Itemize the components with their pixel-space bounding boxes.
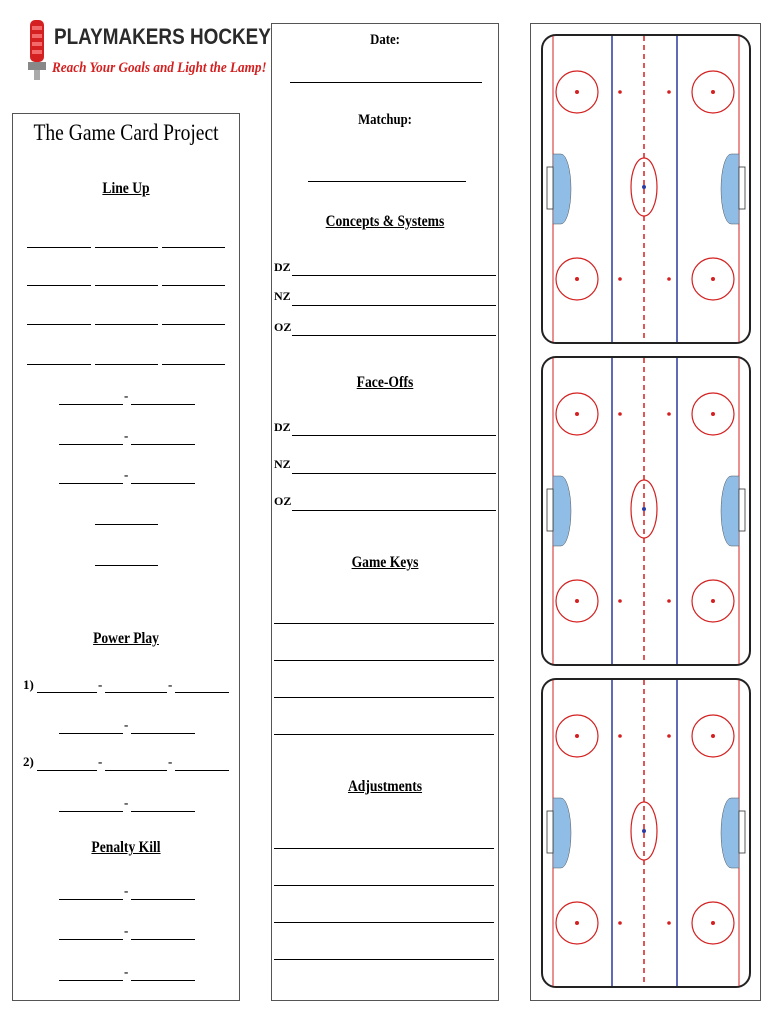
faceoff-dot xyxy=(711,277,715,281)
defense-pair-blank[interactable] xyxy=(59,444,123,445)
goal-net xyxy=(547,489,553,531)
goal-crease xyxy=(553,154,571,224)
power-play-heading: Power Play xyxy=(93,630,159,647)
defense-pair-blank[interactable] xyxy=(131,404,195,405)
faceoffs-nz-field[interactable] xyxy=(292,473,496,474)
rink-diagram-1[interactable] xyxy=(541,34,751,344)
faceoff-dot xyxy=(575,921,579,925)
dash: - xyxy=(124,964,129,979)
lineup-blank[interactable] xyxy=(27,324,91,325)
faceoff-dot xyxy=(575,734,579,738)
dash: - xyxy=(124,428,129,443)
defense-pair-blank[interactable] xyxy=(59,404,123,405)
faceoff-dot xyxy=(711,412,715,416)
goal-net xyxy=(547,811,553,853)
adjustments-heading: Adjustments xyxy=(347,778,423,795)
neutral-zone-dot xyxy=(618,412,622,416)
adjustments-line[interactable] xyxy=(274,922,494,923)
dash: - xyxy=(124,717,129,732)
dash: - xyxy=(168,677,173,692)
goal-net xyxy=(739,811,745,853)
neutral-zone-dot xyxy=(667,599,671,603)
defense-pair-blank[interactable] xyxy=(131,444,195,445)
goalie-blank[interactable] xyxy=(95,565,158,566)
lineup-blank[interactable] xyxy=(95,285,158,286)
pp-unit-2-label: 2) xyxy=(23,754,34,769)
pp-blank[interactable] xyxy=(59,811,123,812)
center-dot xyxy=(642,185,646,189)
faceoff-dot xyxy=(711,599,715,603)
goal-net xyxy=(739,489,745,531)
neutral-zone-dot xyxy=(667,277,671,281)
pp-blank[interactable] xyxy=(59,733,123,734)
pk-blank[interactable] xyxy=(59,899,123,900)
pp-blank[interactable] xyxy=(175,692,229,693)
faceoff-dot xyxy=(711,734,715,738)
faceoffs-heading: Face-Offs xyxy=(356,374,414,391)
game-keys-heading: Game Keys xyxy=(351,554,419,571)
center-dot xyxy=(642,829,646,833)
rink-diagram-2[interactable] xyxy=(541,356,751,666)
matchup-label: Matchup: xyxy=(358,112,412,128)
neutral-zone-dot xyxy=(618,921,622,925)
goalie-blank[interactable] xyxy=(95,524,158,525)
lineup-blank[interactable] xyxy=(162,247,225,248)
concepts-nz-field[interactable] xyxy=(292,305,496,306)
concepts-dz-field[interactable] xyxy=(292,275,496,276)
faceoff-dot xyxy=(711,90,715,94)
date-field[interactable] xyxy=(290,82,482,83)
lineup-blank[interactable] xyxy=(27,247,91,248)
zone-label-oz: OZ xyxy=(274,320,292,334)
goal-crease xyxy=(721,476,739,546)
lineup-blank[interactable] xyxy=(162,324,225,325)
neutral-zone-dot xyxy=(667,921,671,925)
pk-blank[interactable] xyxy=(131,980,195,981)
adjustments-line[interactable] xyxy=(274,959,494,960)
game-keys-line[interactable] xyxy=(274,623,494,624)
faceoff-dot xyxy=(575,90,579,94)
neutral-zone-dot xyxy=(667,90,671,94)
lineup-blank[interactable] xyxy=(162,285,225,286)
pp-blank[interactable] xyxy=(131,733,195,734)
concepts-heading: Concepts & Systems xyxy=(325,213,445,230)
date-label: Date: xyxy=(370,32,400,48)
lineup-blank[interactable] xyxy=(27,285,91,286)
concepts-oz-field[interactable] xyxy=(292,335,496,336)
neutral-zone-dot xyxy=(618,599,622,603)
neutral-zone-dot xyxy=(667,734,671,738)
defense-pair-blank[interactable] xyxy=(59,483,123,484)
zone-label-dz: DZ xyxy=(274,260,291,274)
dash: - xyxy=(168,754,173,769)
dash: - xyxy=(124,467,129,482)
pp-blank[interactable] xyxy=(175,770,229,771)
neutral-zone-dot xyxy=(618,734,622,738)
faceoffs-dz-field[interactable] xyxy=(292,435,496,436)
page-title: The Game Card Project xyxy=(33,120,219,145)
lineup-blank[interactable] xyxy=(95,324,158,325)
dash: - xyxy=(124,388,129,403)
goal-crease xyxy=(721,798,739,868)
neutral-zone-dot xyxy=(667,412,671,416)
goal-lamp-icon xyxy=(24,18,48,88)
faceoffs-oz-field[interactable] xyxy=(292,510,496,511)
dash: - xyxy=(124,795,129,810)
rink-boards xyxy=(542,679,750,987)
dash: - xyxy=(98,754,103,769)
faceoff-dot xyxy=(575,412,579,416)
game-keys-line[interactable] xyxy=(274,697,494,698)
lineup-heading: Line Up xyxy=(102,180,150,197)
dash: - xyxy=(98,677,103,692)
rink-boards xyxy=(542,35,750,343)
pk-blank[interactable] xyxy=(131,939,195,940)
goal-net xyxy=(739,167,745,209)
pk-blank[interactable] xyxy=(59,939,123,940)
logo xyxy=(22,16,271,94)
adjustments-line[interactable] xyxy=(274,885,494,886)
lineup-blank[interactable] xyxy=(162,364,225,365)
defense-pair-blank[interactable] xyxy=(131,483,195,484)
lineup-blank[interactable] xyxy=(95,247,158,248)
center-dot xyxy=(642,507,646,511)
zone-label-oz: OZ xyxy=(274,494,292,508)
penalty-kill-heading: Penalty Kill xyxy=(91,839,161,856)
lineup-blank[interactable] xyxy=(95,364,158,365)
pp-blank[interactable] xyxy=(105,770,167,771)
rink-diagrams-panel xyxy=(530,23,761,1001)
goal-crease xyxy=(553,798,571,868)
goal-net xyxy=(547,167,553,209)
zone-label-dz: DZ xyxy=(274,420,291,434)
goal-crease xyxy=(721,154,739,224)
game-notes-panel xyxy=(271,23,499,1001)
dash: - xyxy=(124,923,129,938)
faceoff-dot xyxy=(711,921,715,925)
adjustments-line[interactable] xyxy=(274,848,494,849)
goal-crease xyxy=(553,476,571,546)
lineup-panel xyxy=(12,113,240,1001)
rink-diagram-3[interactable] xyxy=(541,678,751,988)
pp-blank[interactable] xyxy=(131,811,195,812)
faceoff-dot xyxy=(575,277,579,281)
game-keys-line[interactable] xyxy=(274,660,494,661)
zone-label-nz: NZ xyxy=(274,457,291,471)
matchup-field[interactable] xyxy=(308,181,466,182)
pp-blank[interactable] xyxy=(37,770,97,771)
pp-blank[interactable] xyxy=(105,692,167,693)
pk-blank[interactable] xyxy=(131,899,195,900)
brand-name: PLAYMAKERS HOCKEY xyxy=(54,24,271,49)
zone-label-nz: NZ xyxy=(274,289,291,303)
pp-blank[interactable] xyxy=(37,692,97,693)
pk-blank[interactable] xyxy=(59,980,123,981)
rink-boards xyxy=(542,357,750,665)
pp-unit-1-label: 1) xyxy=(23,677,34,692)
dash: - xyxy=(124,883,129,898)
neutral-zone-dot xyxy=(618,90,622,94)
faceoff-dot xyxy=(575,599,579,603)
game-keys-line[interactable] xyxy=(274,734,494,735)
neutral-zone-dot xyxy=(618,277,622,281)
brand-tagline: Reach Your Goals and Light the Lamp! xyxy=(52,60,267,76)
lineup-blank[interactable] xyxy=(27,364,91,365)
